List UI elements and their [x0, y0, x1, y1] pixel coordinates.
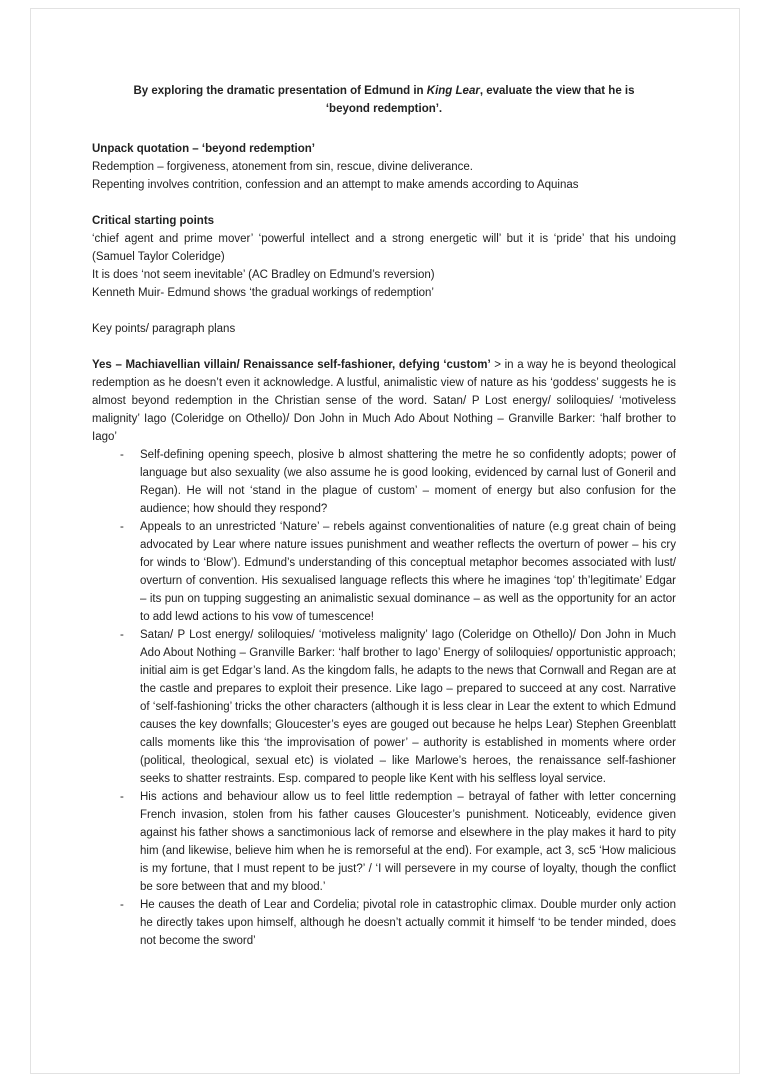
bullet-marker: -	[120, 449, 124, 461]
title-text-before: By exploring the dramatic presentation of Edmund in	[133, 85, 427, 97]
critical-point-bradley: It is does ‘not seem inevitable’ (AC Bradley on Edmund’s reversion)	[92, 269, 435, 281]
bullet-item-opening-speech	[92, 446, 676, 518]
bullet-text: Satan/ P Lost energy/ soliloquies/ ‘motiveless malignity’ Iago (Coleridge on Othello)/ Don John in Much Ado About Nothing – Granville Barker: ‘half brother to Iago’ Energy of soliloquies/ opportunistic approach; initial aim is get Edgar’s land. As the kingdom falls, he adapts to the news that Cornwall and Regan are at the castle and prepares to exploit their presence. Like Iago – prepared to succeed at any cost. Narrative of ‘self-fashioning’ tricks the other characters (although it is less clear in Lear the extent to which Edmund causes the key downfalls; Gloucester’s eyes are gouged out because he helps Lear) Stephen Greenblatt calls moments like this ‘the improvisation of power’ – authority is established in moments where order (political, theological, sexual etc) is violated – like Marlowe’s heroes, the renaissance self-fashioner seeks to shatter restraints. Esp. compared to people like Kent with his selfless loyal service.	[140, 629, 676, 785]
repenting-definition: Repenting involves contrition, confession and an attempt to make amends according to Aquinas	[92, 179, 579, 191]
bullet-text: Appeals to an unrestricted ‘Nature’ – rebels against conventionalities of nature (e.g great chain of being advocated by Lear where nature issues punishment and weather reflects the overturn of power – his cry for winds to ‘Blow’). Edmund’s understanding of this conceptual metaphor becomes associated with lust/ overturn of convention. His sexualised language reflects this where he imagines ‘top’ th’legitimate’ Edgar – its pun on tupping suggesting an animalistic sexual dominance – as well as the opportunity for an actor to add lewd actions to his vow of tumescence!	[140, 521, 676, 623]
bullet-item-satan-energy	[92, 626, 676, 788]
bullet-item-death-lear-cordelia	[92, 896, 676, 950]
essay-title-line-1	[92, 82, 676, 100]
key-points-label: Key points/ paragraph plans	[92, 323, 236, 335]
critical-point-coleridge: ‘chief agent and prime mover’ ‘powerful intellect and a strong energetic will’ but it is ‘pride’ that his undoing (Samuel Taylor Coleridge)	[92, 233, 676, 263]
bullet-marker: -	[120, 791, 124, 803]
essay-title-line-2: ‘beyond redemption’.	[325, 103, 443, 115]
critical-point-muir: Kenneth Muir- Edmund shows ‘the gradual workings of redemption’	[92, 287, 434, 299]
yes-section-body: > in a way he is beyond theological redemption as he doesn’t even it acknowledge. A lustful, animalistic view of nature as his ‘goddess’ suggests he is almost beyond redemption in the Christian sense of the word. Satan/ P Lost energy/ soliloquies/ ‘motiveless malignity’ Iago (Coleridge on Othello)/ Don John in Much Ado About Nothing – Granville Barker: ‘half brother to Iago’	[92, 359, 676, 443]
bullet-item-actions-behaviour	[92, 788, 676, 896]
document-content	[92, 82, 676, 950]
bullet-item-nature-appeals	[92, 518, 676, 626]
redemption-definition: Redemption – forgiveness, atonement from sin, rescue, divine deliverance.	[92, 161, 473, 173]
bullet-marker: -	[120, 899, 124, 911]
bullet-marker: -	[120, 521, 124, 533]
bullet-text: He causes the death of Lear and Cordelia; pivotal role in catastrophic climax. Double murder only action he directly takes upon himself, although he doesn’t actually commit it himself ‘to be tender minded, does not become the sword’	[140, 899, 676, 947]
bullet-text: His actions and behaviour allow us to feel little redemption – betrayal of father with letter concerning French invasion, stolen from his father causes Gloucester’s punishment. Noticeably, evidence given against his father shows a sanctimonious lack of remorse and elsewhere in the play makes it hard to pity him (and likewise, believe him when he is remorseful at the end). For example, act 3, sc5 ‘How malicious is my fortune, that I must repent to be just?’ / ‘I will persevere in my course of loyalty, though the conflict be sore between that and my blood.’	[140, 791, 676, 893]
title-play-name: King Lear	[426, 85, 480, 97]
critical-points-heading: Critical starting points	[92, 215, 215, 227]
bullet-marker: -	[120, 629, 124, 641]
title-text-after: , evaluate the view that he is	[479, 85, 635, 97]
yes-section-paragraph	[92, 356, 676, 446]
yes-section-heading: Yes – Machiavellian villain/ Renaissance self-fashioner, defying ‘custom’	[92, 359, 491, 371]
unpack-quotation-heading: Unpack quotation – ‘beyond redemption’	[92, 143, 315, 155]
yes-section-bullet-list	[92, 446, 676, 950]
bullet-text: Self-defining opening speech, plosive b almost shattering the metre he so confidently adopts; power of language but also sexuality (we also assume he is good looking, evidenced by carnal lust of Goneril and Regan). He will not ‘stand in the plague of custom’ – moment of energy but also confusion for the audience; how should they respond?	[140, 449, 676, 515]
essay-title	[92, 82, 676, 118]
